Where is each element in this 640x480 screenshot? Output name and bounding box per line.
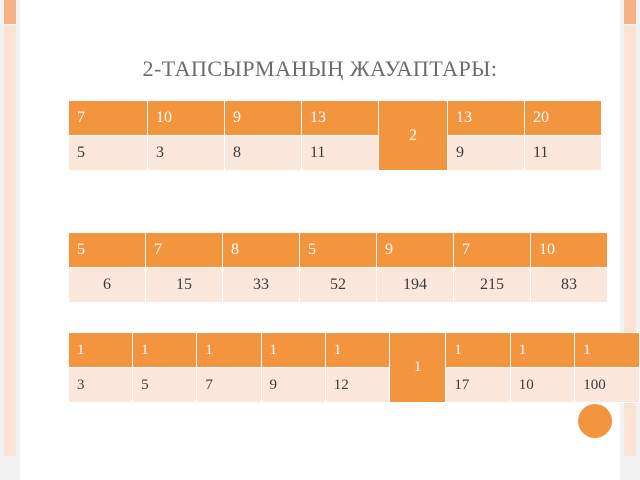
table2-cell-r0c2: 8	[223, 233, 300, 268]
table3-cell-r0c7: 1	[510, 333, 574, 368]
table2-cell-r1c0: 6	[69, 268, 146, 303]
table3-cell-r1c2: 7	[197, 368, 261, 403]
answers-table-1	[68, 100, 602, 171]
page-title: 2-ТАПСЫРМАНЫҢ ЖАУАПТАРЫ:	[142, 56, 498, 81]
table-row	[69, 368, 640, 403]
answers-table-2	[68, 232, 608, 303]
table2-cell-r0c4: 9	[377, 233, 454, 268]
table2-cell-r1c2: 33	[223, 268, 300, 303]
table3-cell-r0c6: 1	[446, 333, 510, 368]
table3-cell-r1c7: 10	[510, 368, 574, 403]
decorative-circle	[578, 404, 612, 438]
table2-cell-r1c6: 83	[531, 268, 608, 303]
table1-cell-r1c6: 11	[525, 136, 602, 171]
table2-cell-r0c1: 7	[146, 233, 223, 268]
table1-cell-r1c3: 11	[302, 136, 379, 171]
table-row	[69, 233, 608, 268]
table3-cell-r0c5-merged: 1	[390, 333, 446, 403]
table-row	[69, 136, 602, 171]
table1-cell-r1c0: 5	[69, 136, 148, 171]
table1-cell-r0c1: 10	[148, 101, 225, 136]
table1-cell-r1c2: 8	[225, 136, 302, 171]
table-row	[69, 268, 608, 303]
table3-cell-r1c3: 9	[261, 368, 325, 403]
table2-cell-r1c3: 52	[300, 268, 377, 303]
table2-cell-r0c3: 5	[300, 233, 377, 268]
table3-cell-r0c3: 1	[261, 333, 325, 368]
table-row	[69, 333, 640, 368]
table3-cell-r1c6: 17	[446, 368, 510, 403]
table1-cell-r0c6: 20	[525, 101, 602, 136]
table3-cell-r0c4: 1	[325, 333, 389, 368]
table2-cell-r0c6: 10	[531, 233, 608, 268]
table3-cell-r0c8: 1	[575, 333, 640, 368]
table2-cell-r1c5: 215	[454, 268, 531, 303]
table3-cell-r1c0: 3	[69, 368, 133, 403]
decorative-left-bar-body	[4, 26, 16, 456]
table-row	[69, 101, 602, 136]
table1-cell-r0c2: 9	[225, 101, 302, 136]
table2-cell-r0c0: 5	[69, 233, 146, 268]
table3-cell-r1c8: 100	[575, 368, 640, 403]
decorative-right-bar-top	[624, 0, 636, 24]
table3-cell-r1c4: 12	[325, 368, 389, 403]
table3-cell-r0c1: 1	[133, 333, 197, 368]
table1-cell-r1c5: 9	[448, 136, 525, 171]
table1-cell-r0c3: 13	[302, 101, 379, 136]
answers-table-3	[68, 332, 640, 403]
table1-cell-r0c4-merged: 2	[379, 101, 448, 171]
table3-cell-r1c1: 5	[133, 368, 197, 403]
table3-cell-r0c0: 1	[69, 333, 133, 368]
table2-cell-r1c4: 194	[377, 268, 454, 303]
table2-cell-r1c1: 15	[146, 268, 223, 303]
table3-cell-r0c2: 1	[197, 333, 261, 368]
table1-cell-r0c5: 13	[448, 101, 525, 136]
table1-cell-r0c0: 7	[69, 101, 148, 136]
table1-cell-r1c1: 3	[148, 136, 225, 171]
table2-cell-r0c5: 7	[454, 233, 531, 268]
decorative-left-bar-top	[4, 0, 16, 24]
